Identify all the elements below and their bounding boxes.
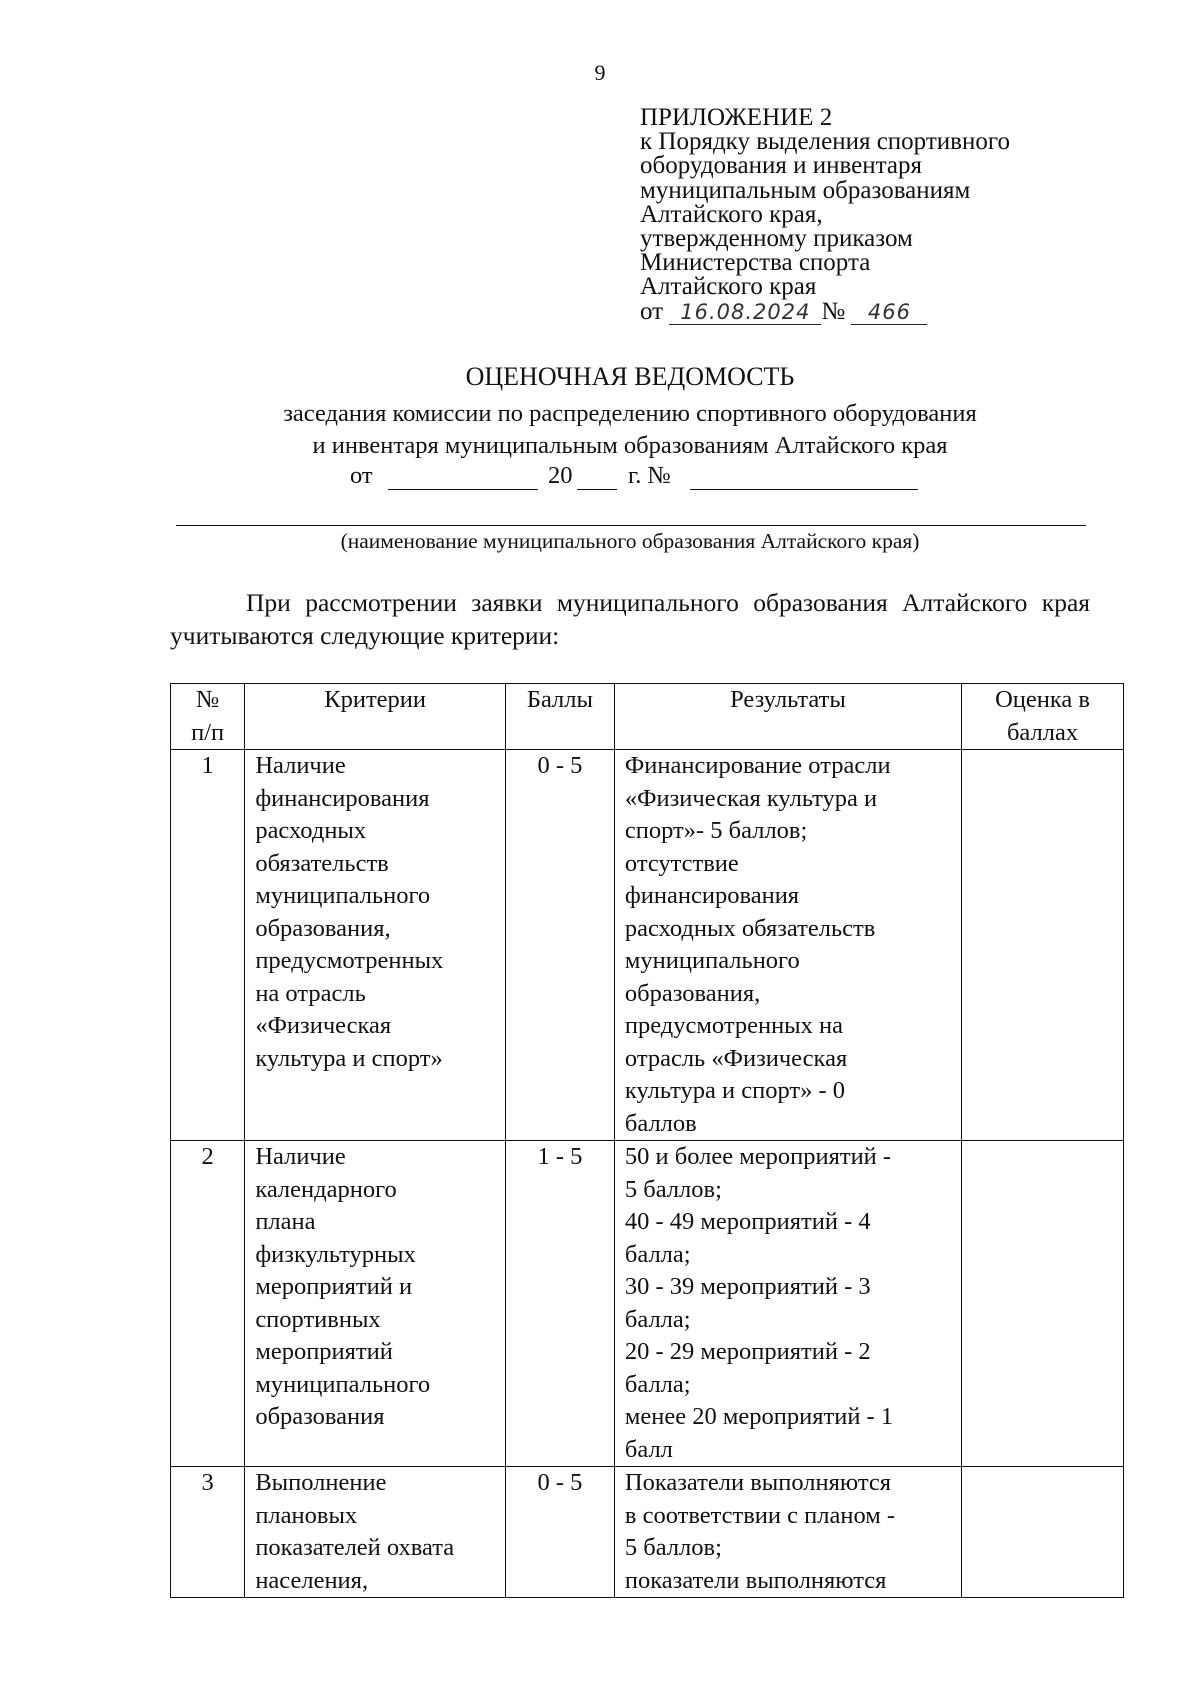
results-line: балла; <box>624 1305 691 1333</box>
criteria-line: образования, <box>255 914 391 942</box>
results-line: финансирования <box>624 882 800 909</box>
criteria-line: финансирования <box>255 784 430 812</box>
criteria-line: календарного <box>255 1175 397 1203</box>
results-line: 40 - 49 мероприятий - 4 <box>624 1208 871 1235</box>
header-num-line: № <box>195 686 220 713</box>
criteria-cell <box>245 750 506 1141</box>
results-line: Финансирование отрасли <box>624 752 891 779</box>
header-evaluation <box>962 684 1124 750</box>
evaluation-cell <box>962 750 1124 1141</box>
header-results-line: Результаты <box>730 686 846 713</box>
appendix-number-label: № <box>821 297 846 325</box>
criteria-line: образования <box>255 1403 385 1430</box>
score-range-cell <box>505 1467 614 1598</box>
appendix-line: Алтайского края <box>640 273 817 301</box>
header-results <box>614 684 961 750</box>
criteria-line: обязательств <box>255 849 389 877</box>
session-from-label: от <box>350 462 373 489</box>
criteria-line: плана <box>255 1208 316 1235</box>
municipality-name-caption: (наименование муниципального образования Алтайского края) <box>340 529 920 553</box>
results-line: «Физическая культура и <box>624 784 878 812</box>
results-line: балла; <box>624 1240 691 1268</box>
criteria-line: Наличие <box>255 1143 346 1170</box>
score-range: 0 - 5 <box>537 1469 583 1496</box>
results-line: образования, <box>624 979 761 1007</box>
criteria-line: мероприятий <box>255 1338 393 1365</box>
results-line: Показатели выполняются <box>624 1469 892 1496</box>
header-criteria <box>245 684 506 750</box>
row-number: 3 <box>201 1469 214 1496</box>
appendix-date-line <box>640 297 1010 325</box>
score-range: 0 - 5 <box>537 752 583 779</box>
table-row <box>171 1467 1124 1598</box>
document-title: ОЦЕНОЧНАЯ ВЕДОМОСТЬ <box>465 362 795 391</box>
criteria-line: на отрасль <box>255 979 366 1007</box>
appendix-from-label: от <box>640 297 664 325</box>
table-row <box>171 1141 1124 1467</box>
row-number-cell <box>171 1467 245 1598</box>
page-number: 9 <box>594 60 606 85</box>
row-number: 1 <box>201 752 214 779</box>
appendix-line: утвержденному приказом <box>640 225 913 253</box>
table-body <box>171 750 1124 1598</box>
appendix-title: ПРИЛОЖЕНИЕ 2 <box>640 104 833 131</box>
evaluation-cell <box>962 1467 1124 1598</box>
results-line: 5 баллов; <box>624 1534 722 1561</box>
results-line: культура и спорт» - 0 <box>624 1077 845 1104</box>
results-line: 50 и более мероприятий - <box>624 1143 892 1170</box>
results-line: отрасль «Физическая <box>624 1044 848 1072</box>
session-date-blank <box>388 489 538 490</box>
criteria-table <box>170 683 1124 1598</box>
criteria-line: предусмотренных <box>255 947 444 974</box>
criteria-line: Наличие <box>255 752 346 779</box>
intro-paragraph <box>170 586 1090 652</box>
appendix-line: муниципальным образованиям <box>640 176 971 204</box>
header-criteria-line: Критерии <box>324 686 427 713</box>
table-header-row <box>171 684 1124 750</box>
results-line: 20 - 29 мероприятий - 2 <box>624 1338 871 1365</box>
row-number-cell <box>171 1141 245 1467</box>
criteria-line: муниципального <box>255 1370 431 1398</box>
results-line: 30 - 39 мероприятий - 3 <box>624 1273 871 1300</box>
criteria-line: «Физическая <box>255 1012 392 1039</box>
results-line: балла; <box>624 1370 691 1398</box>
appendix-block <box>640 106 1010 325</box>
criteria-line: плановых <box>255 1501 358 1529</box>
results-cell <box>614 1467 961 1598</box>
criteria-line: физкультурных <box>255 1240 416 1268</box>
appendix-line: к Порядку выделения спортивного <box>640 128 1010 156</box>
criteria-line: спортивных <box>255 1305 381 1333</box>
header-score-line: Баллы <box>526 686 593 713</box>
municipality-name-blank <box>176 525 1086 526</box>
score-range-cell <box>505 750 614 1141</box>
score-range-cell <box>505 1141 614 1467</box>
handwritten-number: 466 <box>851 300 927 325</box>
results-line: спорт»- 5 баллов; <box>624 817 808 844</box>
row-number: 2 <box>201 1143 214 1170</box>
criteria-line: культура и спорт» <box>255 1044 443 1072</box>
results-line: менее 20 мероприятий - 1 <box>624 1403 894 1430</box>
header-num <box>171 684 245 750</box>
session-number-label: г. № <box>628 462 671 489</box>
results-line: балл <box>624 1435 673 1463</box>
results-cell <box>614 1141 961 1467</box>
results-line: отсутствие <box>624 849 739 877</box>
header-num-line: п/п <box>191 718 225 746</box>
results-line: расходных обязательств <box>624 914 876 942</box>
results-cell <box>614 750 961 1141</box>
session-year-prefix: 20 <box>548 462 573 489</box>
appendix-line: Алтайского края, <box>640 200 823 228</box>
criteria-cell <box>245 1467 506 1598</box>
results-line: в соответствии с планом - <box>624 1501 896 1529</box>
results-line: показатели выполняются <box>624 1566 887 1594</box>
criteria-cell <box>245 1141 506 1467</box>
score-range: 1 - 5 <box>537 1143 583 1170</box>
results-line: баллов <box>624 1109 697 1137</box>
criteria-line: Выполнение <box>255 1469 387 1496</box>
evaluation-cell <box>962 1141 1124 1467</box>
session-year-blank <box>577 489 617 490</box>
header-evaluation-line: баллах <box>1006 718 1079 746</box>
intro-text: При рассмотрении заявки муниципального образования Алтайского края учитываются следующие критерии: <box>170 588 1090 650</box>
appendix-line: Министерства спорта <box>640 249 871 277</box>
table-row <box>171 750 1124 1141</box>
appendix-line: оборудования и инвентаря <box>640 152 922 180</box>
criteria-line: мероприятий и <box>255 1273 413 1300</box>
criteria-line: муниципального <box>255 882 431 909</box>
results-line: муниципального <box>624 947 800 974</box>
document-subtitle-line-2: и инвентаря муниципальным образованиям Алтайского края <box>312 432 948 459</box>
results-line: предусмотренных на <box>624 1012 843 1039</box>
session-number-blank <box>690 489 918 490</box>
results-line: 5 баллов; <box>624 1175 722 1203</box>
document-subtitle-line-1: заседания комиссии по распределению спортивного оборудования <box>283 400 977 427</box>
criteria-line: населения, <box>255 1566 369 1594</box>
row-number-cell <box>171 750 245 1141</box>
header-score <box>505 684 614 750</box>
header-evaluation-line: Оценка в <box>995 686 1090 713</box>
criteria-line: показателей охвата <box>255 1534 455 1561</box>
handwritten-date: 16.08.2024 <box>669 300 821 325</box>
criteria-line: расходных <box>255 817 367 844</box>
